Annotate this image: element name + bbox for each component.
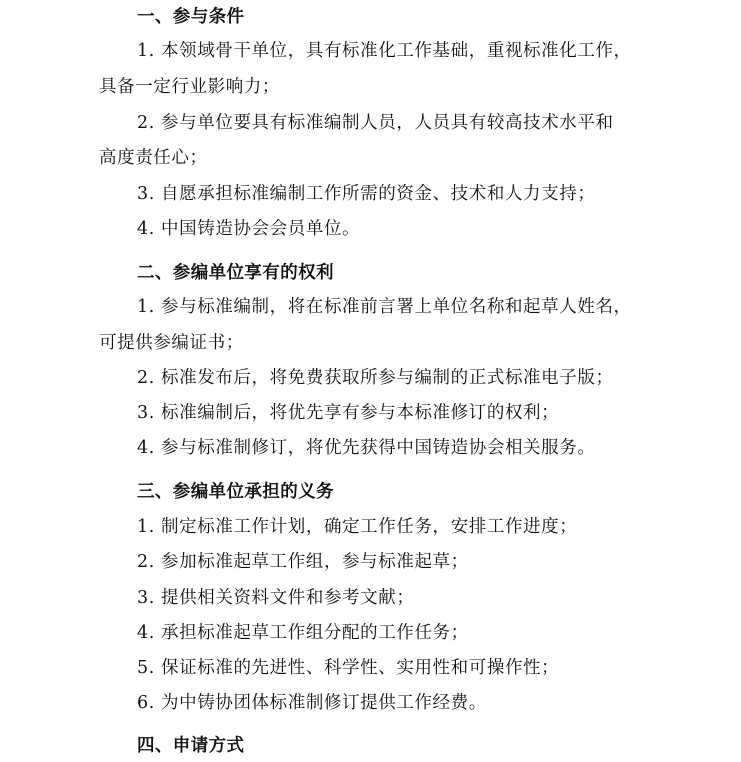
- paragraph-line: 4. 参与标准制修订，将优先获得中国铸造协会相关服务。: [137, 438, 596, 458]
- section-heading-application: 四、申请方式: [137, 736, 245, 756]
- paragraph-line: 4. 承担标准起草工作组分配的工作任务；: [137, 623, 469, 643]
- paragraph-line: 可提供参编证书；: [99, 333, 244, 353]
- paragraph-line: 3. 标准编制后，将优先享有参与本标准修订的权利；: [137, 403, 560, 423]
- paragraph-line: 4. 中国铸造协会会员单位。: [137, 219, 361, 239]
- paragraph-line: 6. 为中铸协团体标准制修订提供工作经费。: [137, 693, 487, 713]
- paragraph-line: 2. 标准发布后，将免费获取所参与编制的正式标准电子版；: [137, 368, 614, 388]
- paragraph-line: 具备一定行业影响力；: [99, 77, 280, 97]
- section-heading-rights: 二、参编单位享有的权利: [137, 263, 334, 283]
- section-heading-obligations: 三、参编单位承担的义务: [137, 482, 334, 502]
- paragraph-line: 3. 自愿承担标准编制工作所需的资金、技术和人力支持；: [137, 184, 596, 204]
- paragraph-line: 1. 制定标准工作计划，确定工作任务，安排工作进度；: [137, 517, 578, 537]
- paragraph-line: 2. 参与单位要具有标准编制人员，人员具有较高技术水平和: [137, 113, 614, 133]
- paragraph-line: 5. 保证标准的先进性、科学性、实用性和可操作性；: [137, 658, 560, 678]
- paragraph-line: 1. 参与标准编制，将在标准前言署上单位名称和起草人姓名，: [137, 297, 632, 317]
- paragraph-line: 3. 提供相关资料文件和参考文献；: [137, 588, 415, 608]
- paragraph-line: 高度责任心；: [99, 148, 208, 168]
- paragraph-line: 1. 本领域骨干单位，具有标准化工作基础，重视标准化工作，: [137, 41, 632, 61]
- paragraph-line: 2. 参加标准起草工作组，参与标准起草；: [137, 552, 469, 572]
- section-heading-conditions: 一、参与条件: [137, 7, 245, 27]
